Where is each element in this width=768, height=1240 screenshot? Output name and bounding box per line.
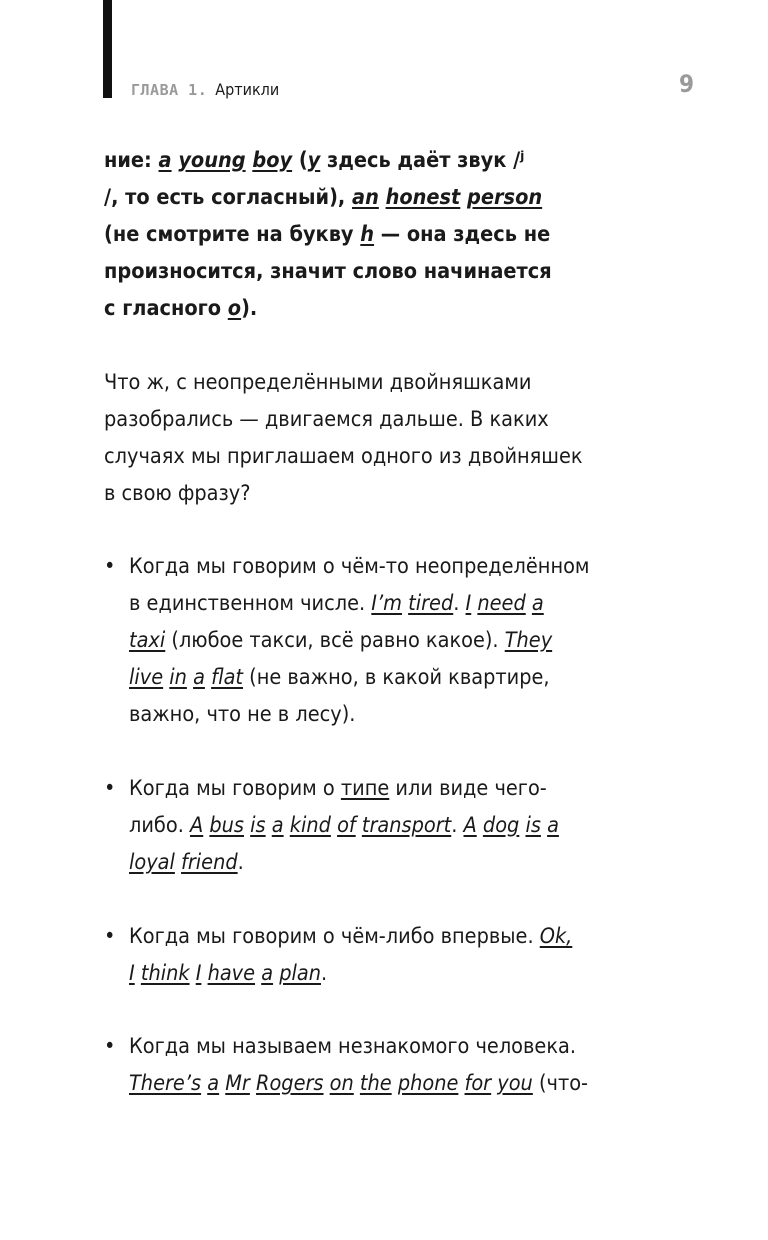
example-word: They — [504, 628, 553, 653]
bullet-line: важно, что не в лесу). — [129, 702, 356, 727]
bullet-line — [129, 770, 649, 807]
text: (не важно, в какой квартире, — [243, 665, 550, 690]
bullet-text — [129, 918, 649, 992]
paragraph-line: разобрались — двигаемся дальше. В каких — [104, 407, 549, 432]
example-word: person — [467, 185, 543, 210]
bullet-line — [129, 1065, 649, 1102]
intro-line: произносится, значит слово начинается — [104, 259, 552, 284]
example-word: of — [337, 813, 356, 838]
example-word: you — [497, 1071, 533, 1096]
text: или виде чего- — [389, 776, 547, 801]
example-word: on — [329, 1071, 354, 1096]
text: (любое такси, всё равно какое). — [165, 628, 505, 653]
paragraph-line: случаях мы приглашаем одного из двойняшек — [104, 444, 583, 469]
chapter-label: ГЛАВА 1. — [131, 81, 208, 99]
example-word: A — [189, 813, 204, 838]
example-word: Mr — [225, 1071, 250, 1096]
bullet-line: Когда мы говорим о чём-то неопределённом — [129, 554, 590, 579]
example-word: for — [464, 1071, 492, 1096]
example-word: o — [227, 296, 242, 321]
example-word: I’m — [371, 591, 402, 616]
example-word: I — [465, 591, 472, 616]
example-word: friend — [181, 850, 238, 875]
bullet-text — [129, 770, 649, 881]
text: /, то есть согласный), — [104, 185, 353, 210]
text: в единственном числе. — [129, 591, 372, 616]
example-word: honest — [385, 185, 461, 210]
example-word: plan — [279, 961, 321, 986]
text: . — [237, 850, 244, 875]
text: с гласного — [104, 296, 228, 321]
chapter-title: Артикли — [215, 80, 280, 99]
example-word: a — [261, 961, 274, 986]
example-word: A — [463, 813, 477, 838]
text: здесь даёт звук /ʲ — [320, 148, 525, 173]
text: . — [453, 591, 466, 616]
bullet-item — [104, 918, 649, 992]
example-word: young — [178, 148, 246, 173]
bullet-item — [104, 1028, 649, 1102]
intro-line — [104, 290, 649, 327]
example-word: the — [359, 1071, 392, 1096]
bullet-icon: • — [104, 924, 116, 949]
example-word: an — [352, 185, 379, 210]
example-word: live — [129, 665, 164, 690]
bullet-line — [129, 844, 649, 881]
example-word: need — [477, 591, 526, 616]
intro-line — [104, 216, 649, 253]
example-word: a — [193, 665, 205, 690]
example-word: is — [525, 813, 541, 838]
bullet-line — [129, 622, 649, 659]
example-word: a — [547, 813, 559, 838]
example-word: bus — [209, 813, 244, 838]
paragraph-line: Что ж, с неопределёнными двойняшками — [104, 370, 532, 395]
example-word: is — [250, 813, 266, 838]
intro-line — [104, 179, 649, 216]
example-word: a — [531, 591, 544, 616]
bullet-line — [129, 585, 649, 622]
example-word: Rogers — [256, 1071, 324, 1096]
example-word: dog — [482, 813, 520, 838]
header-rule — [103, 0, 112, 98]
bullet-icon: • — [104, 776, 116, 801]
bullet-icon: • — [104, 554, 116, 579]
bullet-line — [129, 807, 649, 844]
text: . — [320, 961, 328, 986]
bullet-line — [129, 659, 649, 696]
example-word: y — [307, 148, 321, 173]
bullet-item — [104, 548, 649, 733]
text: ). — [241, 296, 258, 321]
bullet-icon: • — [104, 1034, 116, 1059]
bullet-item — [104, 770, 649, 881]
text: . — [451, 813, 464, 838]
example-word: transport — [361, 813, 452, 838]
example-word: phone — [397, 1071, 459, 1096]
example-word: a — [158, 148, 172, 173]
example-word: flat — [211, 665, 244, 690]
example-word: think — [140, 961, 190, 986]
example-word: a — [271, 813, 284, 838]
bullet-line — [129, 955, 649, 992]
bullet-line: Когда мы называем незнакомого человека. — [129, 1034, 576, 1059]
paragraph-line: в свою фразу? — [104, 481, 251, 506]
example-word: I — [195, 961, 202, 986]
text: (не смотрите на букву — [104, 222, 361, 247]
example-word: have — [207, 961, 256, 986]
text: либо. — [129, 813, 190, 838]
text: (что- — [532, 1071, 589, 1096]
text: Когда мы говорим о чём-либо впервые. — [129, 924, 540, 949]
page-number: 9 — [679, 70, 695, 98]
example-word: in — [169, 665, 187, 690]
example-word: tired — [408, 591, 454, 616]
bullet-line — [129, 918, 649, 955]
example-word: Ok, — [539, 924, 573, 949]
bullet-text — [129, 1028, 649, 1102]
example-word: boy — [252, 148, 293, 173]
example-word: kind — [289, 813, 331, 838]
underlined-word: типе — [340, 776, 390, 801]
intro-line — [104, 142, 649, 179]
text: ние: — [104, 148, 159, 173]
example-word: a — [207, 1071, 220, 1096]
example-word: I — [129, 961, 135, 986]
bullet-text — [129, 548, 649, 733]
running-head — [131, 80, 279, 99]
text: — она здесь не — [374, 222, 551, 247]
text: ( — [292, 148, 308, 173]
intro-paragraph — [104, 142, 649, 327]
example-word: There’s — [129, 1071, 202, 1096]
body-paragraph — [104, 364, 649, 512]
example-word: h — [360, 222, 375, 247]
example-word: taxi — [129, 628, 166, 653]
example-word: loyal — [129, 850, 175, 875]
text: Когда мы говорим о — [129, 776, 341, 801]
